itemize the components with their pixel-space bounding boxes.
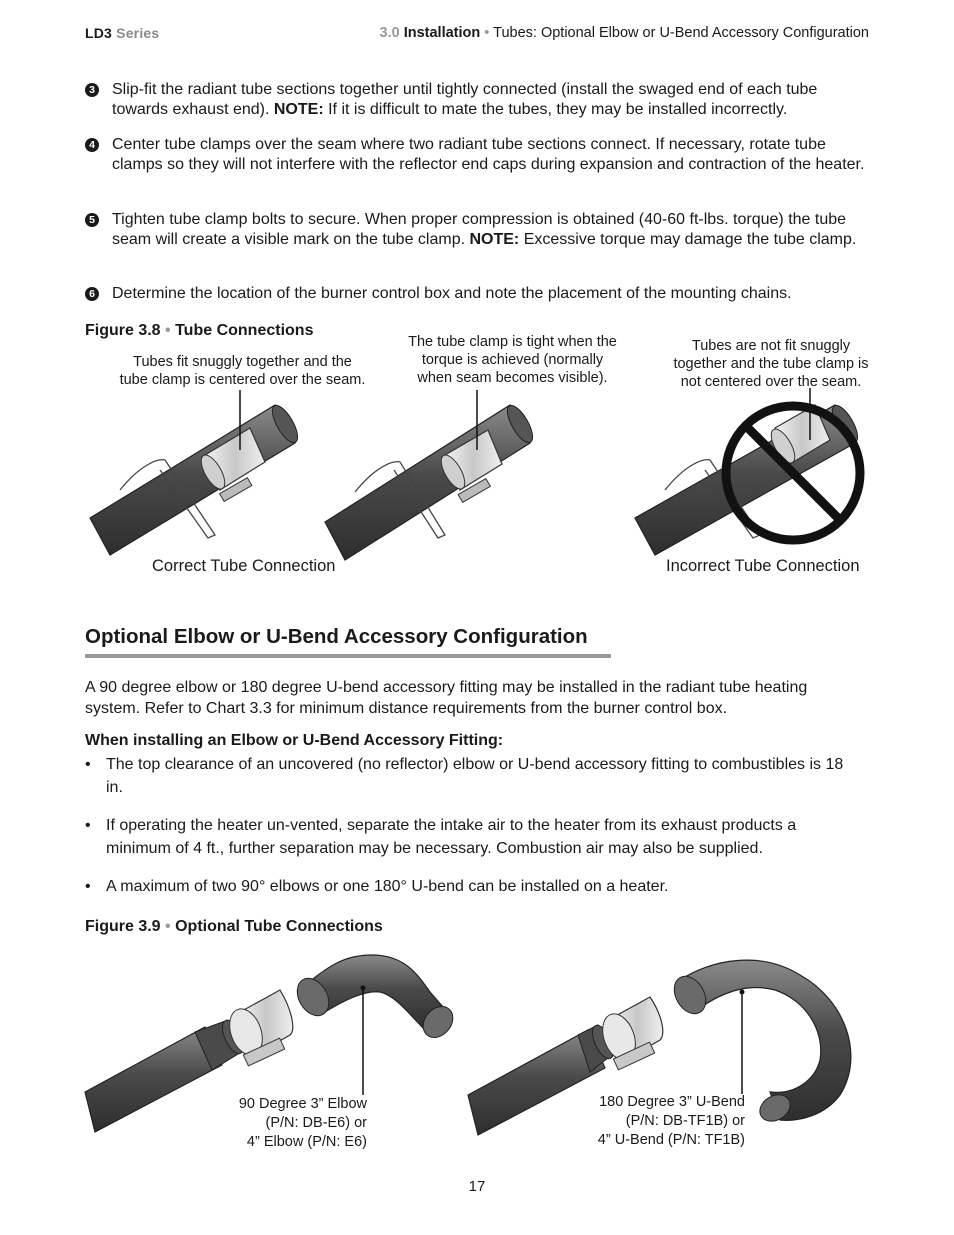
section-number: 3.0	[379, 25, 400, 41]
callout-line: when seam becomes visible).	[417, 370, 608, 386]
section-topic: Tubes: Optional Elbow or U-Bend Accessory Configuration	[493, 25, 869, 41]
bullet-text: A maximum of two 90° elbows or one 180° U-bend can be installed on a heater.	[106, 878, 669, 895]
step-text-cont: Excessive torque may damage the tube clamp.	[519, 231, 857, 248]
bullet-marker: •	[85, 878, 91, 895]
bullet-text: The top clearance of an uncovered (no reflector) elbow or U-bend accessory fitting to combustibles is 18 in.	[106, 756, 844, 796]
step-text: Tighten tube clamp bolts to secure. When proper compression is obtained (40-60 ft-lbs. torque) the tube seam will create a visible mark on the tube clamp.	[112, 211, 847, 248]
section-name: Installation	[403, 25, 481, 41]
figure-label: Figure 3.8	[85, 322, 161, 339]
step-number-badge: 3	[85, 83, 99, 97]
figure-bullet: •	[165, 918, 171, 935]
series-label: Series	[116, 25, 160, 41]
bullet-marker: •	[85, 756, 91, 773]
figure-bullet: •	[165, 322, 171, 339]
step-note-label: NOTE:	[469, 231, 520, 248]
leader-dot	[740, 990, 745, 995]
caption-incorrect: Incorrect Tube Connection	[666, 557, 860, 575]
page-number: 17	[468, 1178, 486, 1195]
figure-name: Tube Connections	[175, 322, 314, 339]
label-line: (P/N: DB-E6) or	[265, 1115, 367, 1131]
step-number-badge: 4	[85, 138, 99, 152]
step-text: Slip-fit the radiant tube sections together until tightly connected (install the swaged end of each tube towards exhaust end).	[112, 81, 818, 118]
subheading: When installing an Elbow or U-Bend Accessory Fitting:	[85, 732, 504, 749]
leader-dot	[361, 986, 366, 991]
callout-line: Tubes fit snuggly together and the	[133, 354, 352, 370]
callout-line: The tube clamp is tight when the	[408, 334, 617, 350]
step-note-label: NOTE:	[273, 101, 324, 118]
label-line: 90 Degree 3” Elbow	[238, 1096, 367, 1112]
step-number-badge: 6	[85, 287, 99, 301]
series-name: LD3	[85, 25, 113, 41]
step-text: Center tube clamps over the seam where two radiant tube sections connect. If necessary, rotate tube clamps so they will not interfere with the reflector end caps during expansion and contraction of the heater.	[112, 136, 865, 173]
ubend-label	[560, 1093, 745, 1150]
callout-line: torque is achieved (normally	[421, 352, 604, 368]
callout-line: together and the tube clamp is	[673, 356, 869, 372]
step-text-cont: If it is difficult to mate the tubes, they may be installed incorrectly.	[323, 101, 788, 118]
label-line: 4” Elbow (P/N: E6)	[246, 1134, 367, 1150]
caption-correct: Correct Tube Connection	[152, 557, 336, 575]
callout-line: Tubes are not fit snuggly	[691, 338, 851, 354]
step-text: Determine the location of the burner control box and note the placement of the mounting chains.	[112, 285, 792, 302]
callout-line: not centered over the seam.	[680, 374, 862, 390]
step-number-badge: 5	[85, 213, 99, 227]
label-line: 4” U-Bend (P/N: TF1B)	[597, 1132, 745, 1148]
elbow-label	[200, 1095, 367, 1152]
header-bullet: •	[484, 25, 490, 41]
section-heading: Optional Elbow or U-Bend Accessory Configuration	[85, 625, 588, 648]
label-line: 180 Degree 3” U-Bend	[599, 1094, 745, 1110]
intro-paragraph: A 90 degree elbow or 180 degree U-bend accessory fitting may be installed in the radiant tube heating system. Refer to Chart 3.3 for minimum distance requirements from the burner control box.	[85, 679, 808, 717]
bullet-text: If operating the heater un-vented, separate the intake air to the heater from its exhaust products a minimum of 4 ft., further separation may be necessary. Combustion air may also be supplied.	[106, 817, 797, 857]
figure-name: Optional Tube Connections	[175, 918, 383, 935]
callout-line: tube clamp is centered over the seam.	[119, 372, 366, 388]
label-line: (P/N: DB-TF1B) or	[625, 1113, 745, 1129]
figure-label: Figure 3.9	[85, 918, 161, 935]
bullet-marker: •	[85, 817, 91, 834]
